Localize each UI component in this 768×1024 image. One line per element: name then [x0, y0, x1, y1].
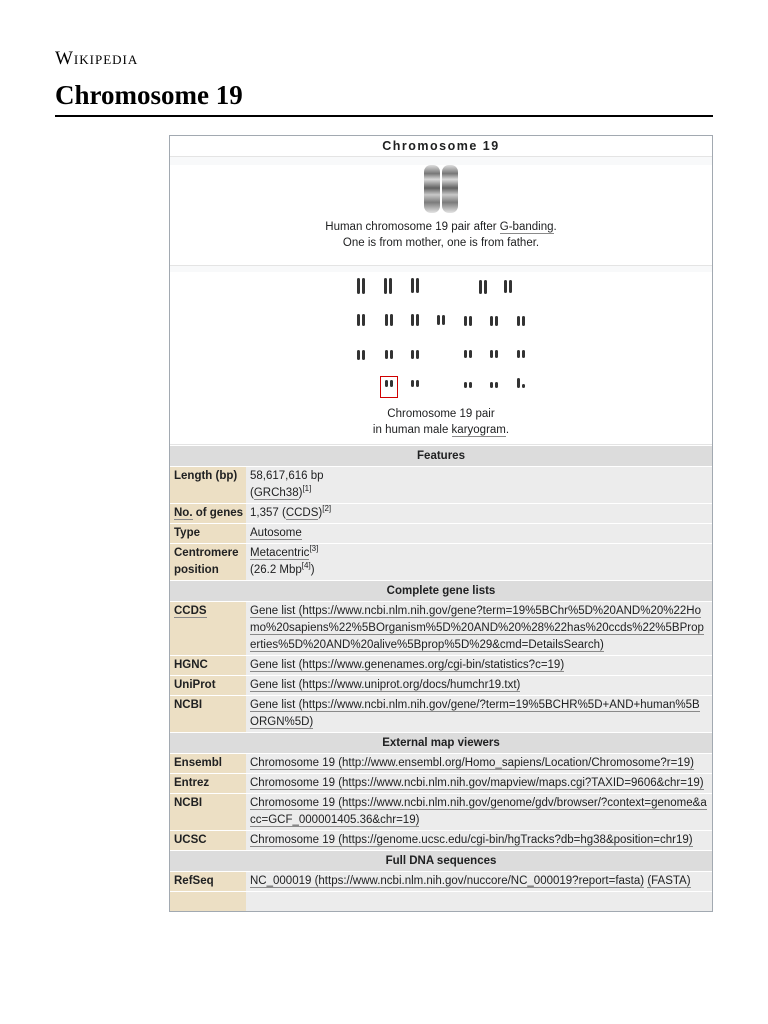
g-banding-link[interactable]: G-banding	[499, 221, 554, 233]
ccds-link[interactable]: CCDS	[285, 507, 319, 519]
row-value	[246, 656, 712, 675]
chromosome-pair-image[interactable]	[420, 165, 462, 217]
map-viewer-link[interactable]: Chromosome 19 (https://www.ncbi.nlm.nih.gov/genome/gdv/browser/?context=genome&acc=GCF_000001405.36&chr=19)	[250, 797, 707, 826]
row-label: NCBI	[170, 794, 246, 830]
row-entrez	[170, 773, 712, 793]
genes-value: 1,357 (	[250, 507, 286, 519]
row-value	[246, 696, 712, 732]
row-label	[170, 504, 246, 523]
row-centromere	[170, 543, 712, 580]
row-value	[246, 504, 712, 523]
section-dna: Full DNA sequences	[170, 850, 712, 871]
row-ensembl	[170, 753, 712, 773]
row-label: Entrez	[170, 774, 246, 793]
paren: (	[250, 487, 254, 499]
wikipedia-logo[interactable]: Wikipedia	[55, 48, 139, 69]
refseq-link[interactable]: NC_000019 (https://www.ncbi.nlm.nih.gov/nuccore/NC_000019?report=fasta)	[250, 875, 645, 887]
caption-text: in human male	[372, 424, 452, 436]
row-label	[170, 892, 246, 911]
karyogram-link[interactable]: karyogram	[451, 424, 506, 436]
row-value	[246, 524, 712, 543]
row-label: Ensembl	[170, 754, 246, 773]
row-type	[170, 523, 712, 543]
ref-2-link[interactable]: [2]	[322, 504, 332, 514]
row-label: RefSeq	[170, 872, 246, 891]
caption-text: .	[553, 221, 557, 233]
centromere-mbp: (26.2 Mbp	[250, 564, 302, 576]
row-value	[246, 602, 712, 655]
row-ncbi-map	[170, 793, 712, 830]
caption-text: .	[505, 424, 510, 436]
image2-caption	[170, 406, 712, 438]
paren: )	[298, 487, 303, 499]
row-label: UniProt	[170, 676, 246, 695]
no-abbr[interactable]: No.	[174, 507, 193, 519]
row-refseq	[170, 871, 712, 891]
grch38-link[interactable]: GRCh38	[253, 487, 299, 499]
section-gene-lists: Complete gene lists	[170, 580, 712, 601]
row-genes	[170, 503, 712, 523]
row-label: Length (bp)	[170, 467, 246, 503]
chromosome-19-highlight-box	[380, 376, 398, 398]
caption-text: Chromosome 19 pair	[387, 408, 495, 420]
caption-text: One is from mother, one is from father.	[342, 237, 540, 249]
row-value	[246, 676, 712, 695]
image-block-karyogram	[170, 272, 712, 445]
row-ncbi-genes	[170, 695, 712, 732]
row-ccds	[170, 601, 712, 655]
caption-text: Human chromosome 19 pair after	[325, 221, 500, 233]
ref-4-link[interactable]: [4]	[301, 561, 311, 571]
paren: )	[318, 507, 323, 519]
row-length	[170, 466, 712, 503]
gene-list-link[interactable]: Gene list (https://www.ncbi.nlm.nih.gov/gene/?term=19%5BCHR%5D+AND+human%5BORGN%5D)	[250, 699, 700, 728]
map-viewer-link[interactable]: Chromosome 19 (https://genome.ucsc.edu/cgi-bin/hgTracks?db=hg38&position=chr19)	[250, 834, 693, 846]
metacentric-link[interactable]: Metacentric	[250, 547, 310, 559]
row-label: HGNC	[170, 656, 246, 675]
gene-list-link[interactable]: Gene list (https://www.uniprot.org/docs/humchr19.txt)	[250, 679, 521, 691]
row-value	[246, 544, 712, 580]
infobox	[169, 135, 713, 912]
row-label: UCSC	[170, 831, 246, 850]
page-title: Chromosome 19	[55, 80, 243, 110]
row-value	[246, 831, 712, 850]
title-divider	[55, 115, 713, 117]
section-features: Features	[170, 445, 712, 466]
ref-1-link[interactable]: [1]	[302, 484, 312, 494]
section-map-viewers: External map viewers	[170, 732, 712, 753]
image1-caption	[170, 219, 712, 251]
ref-3-link[interactable]: [3]	[309, 544, 319, 554]
fasta-link[interactable]: (FASTA)	[647, 875, 691, 887]
row-ucsc	[170, 830, 712, 850]
image-block-gbanding	[170, 165, 712, 266]
ccds-label-link[interactable]: CCDS	[174, 605, 207, 617]
row-label: NCBI	[170, 696, 246, 732]
row-value	[246, 774, 712, 793]
row-value	[246, 467, 712, 503]
row-label	[170, 602, 246, 655]
autosome-link[interactable]: Autosome	[250, 527, 302, 539]
gene-list-link[interactable]: Gene list (https://www.ncbi.nlm.nih.gov/gene?term=19%5BChr%5D%20AND%20%22Homo%20sapiens%22%5BOrganism%5D%20AND%20%28%22has%20ccds%22%5BProperties%5D%20AND%20alive%5Bprop%5D%29&cmd=DetailsSearch)	[250, 605, 704, 651]
infobox-title: Chromosome 19	[170, 136, 712, 157]
gene-list-link[interactable]: Gene list (https://www.genenames.org/cgi-bin/statistics?c=19)	[250, 659, 565, 671]
row-value	[246, 872, 712, 891]
map-viewer-link[interactable]: Chromosome 19 (https://www.ncbi.nlm.nih.gov/mapview/maps.cgi?TAXID=9606&chr=19)	[250, 777, 704, 789]
length-value: 58,617,616 bp	[250, 470, 324, 482]
map-viewer-link[interactable]: Chromosome 19 (http://www.ensembl.org/Homo_sapiens/Location/Chromosome?r=19)	[250, 757, 694, 769]
row-label: Centromere position	[170, 544, 246, 580]
row-label: Type	[170, 524, 246, 543]
row-empty	[170, 891, 712, 911]
row-value	[246, 892, 712, 911]
row-hgnc	[170, 655, 712, 675]
row-value	[246, 754, 712, 773]
paren: )	[310, 564, 315, 576]
row-uniprot	[170, 675, 712, 695]
label-text: of genes	[192, 507, 244, 519]
karyogram-image[interactable]	[349, 272, 534, 402]
row-value	[246, 794, 712, 830]
